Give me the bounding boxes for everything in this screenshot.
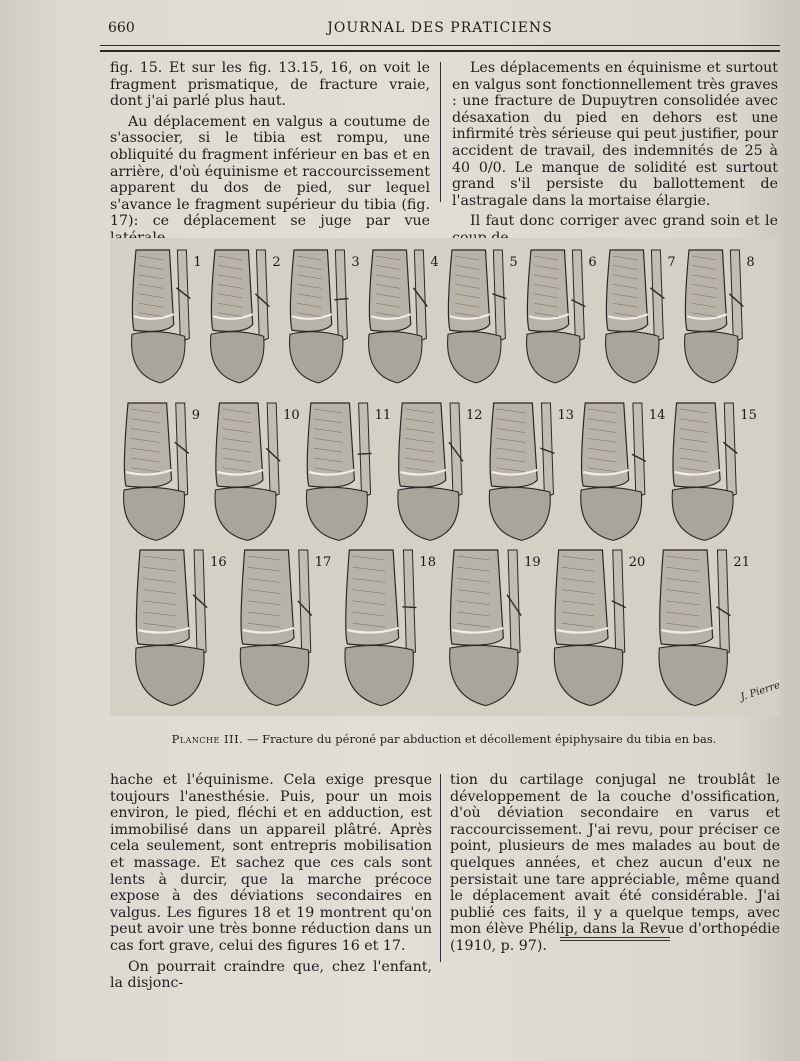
caption-text: — Fracture du péroné par abduction et décollement épiphysaire du tibia en bas. bbox=[246, 732, 717, 746]
end-rule bbox=[560, 937, 670, 938]
column-divider bbox=[440, 62, 441, 202]
column-divider bbox=[440, 774, 441, 962]
talus-shape bbox=[527, 332, 580, 383]
talus-shape bbox=[290, 332, 343, 383]
talus-shape bbox=[369, 332, 422, 383]
xray-figure bbox=[527, 250, 597, 383]
talus-shape bbox=[581, 487, 642, 540]
fibula-shape bbox=[508, 550, 520, 656]
talus-shape bbox=[685, 332, 738, 383]
figure-number: 4 bbox=[430, 255, 439, 270]
xray-figure bbox=[685, 250, 755, 383]
paragraph: tion du cartilage conjugal ne troublât le développement de la couche d'ossification, d'où déviation secondaire en varus et raccourcissement. J'ai revu, pour préciser ce point, plusieurs de mes malades au bout de quelques années, et chez aucun d'eux ne persistait une tare appréciable, même quand le déplacement avait été considérable. J'ai publié ces faits, il y a quelque temps, avec mon élève Phélip, dans la Revue d'orthopédie (1910, p. 97). bbox=[450, 772, 780, 954]
figure-number: 8 bbox=[746, 255, 755, 270]
xray-figure bbox=[306, 403, 391, 540]
fibula-shape bbox=[450, 403, 462, 498]
header-rule-thick bbox=[100, 50, 780, 52]
xray-figure bbox=[450, 550, 541, 706]
xray-figure bbox=[369, 250, 439, 383]
fibula-shape bbox=[359, 403, 371, 498]
fibula-shape bbox=[194, 550, 206, 656]
xray-figures bbox=[110, 238, 780, 716]
xray-figure bbox=[672, 403, 757, 540]
paragraph: On pourrait craindre que, chez l'enfant, la disjonc- bbox=[110, 958, 432, 992]
paragraph: fig. 15. Et sur les fig. 13.15, 16, on voit le fragment prismatique, de fracture vraie, dont j'ai parlé plus haut. bbox=[110, 60, 430, 110]
figure-number: 13 bbox=[557, 408, 574, 423]
figure-number: 18 bbox=[419, 555, 436, 570]
page-header bbox=[100, 14, 780, 44]
column-top-left bbox=[110, 60, 430, 251]
xray-figure bbox=[554, 550, 645, 706]
figure-number: 21 bbox=[733, 555, 750, 570]
talus-shape bbox=[124, 487, 185, 540]
xray-figure bbox=[398, 403, 483, 540]
talus-shape bbox=[345, 645, 413, 705]
fibula-shape bbox=[572, 250, 584, 342]
talus-shape bbox=[659, 645, 727, 705]
column-bottom-left bbox=[110, 772, 432, 996]
figure-number: 1 bbox=[193, 255, 202, 270]
talus-shape bbox=[672, 487, 733, 540]
figure-number: 12 bbox=[466, 408, 483, 423]
figure-number: 7 bbox=[667, 255, 676, 270]
fibula-shape bbox=[335, 250, 347, 342]
artist-signature: J. Pierre bbox=[739, 679, 782, 704]
paragraph: hache et l'équinisme. Cela exige presque toujours l'anesthésie. Puis, pour un mois environ, le pied, fléchi et en adduction, est immobilisé dans un appareil plâtré. Après cela seulement, sont entrepris mobilisation et massage. Et sachez que ces cals sont lents à durcir, que la marche précoce expose à des déviations secondaires en valgus. Les figures 18 et 19 montrent qu'on peut avoir une très bonne réduction dans un cas fort grave, celui des figures 16 et 17. bbox=[110, 772, 432, 954]
talus-shape bbox=[136, 645, 204, 705]
plate-caption bbox=[110, 732, 778, 746]
talus-shape bbox=[489, 487, 550, 540]
xray-figure bbox=[448, 250, 518, 383]
figure-number: 15 bbox=[740, 408, 757, 423]
fibula-shape bbox=[613, 550, 625, 656]
talus-shape bbox=[132, 332, 185, 383]
talus-shape bbox=[306, 487, 367, 540]
figure-number: 17 bbox=[314, 555, 332, 570]
xray-figure bbox=[659, 550, 750, 706]
xray-figure bbox=[489, 403, 574, 540]
figure-number: 10 bbox=[283, 408, 300, 423]
header-rule bbox=[100, 45, 780, 46]
talus-shape bbox=[606, 332, 659, 383]
plate-illustration bbox=[110, 238, 780, 716]
xray-figure bbox=[606, 250, 676, 383]
talus-shape bbox=[450, 645, 518, 705]
fibula-shape bbox=[717, 550, 729, 656]
xray-figure bbox=[124, 403, 200, 540]
figure-number: 9 bbox=[191, 408, 201, 423]
figure-number: 11 bbox=[374, 408, 392, 423]
xray-figure bbox=[132, 250, 202, 383]
figure-number: 20 bbox=[628, 555, 646, 570]
talus-shape bbox=[448, 332, 501, 383]
talus-shape bbox=[240, 645, 308, 705]
figure-number: 19 bbox=[524, 555, 541, 570]
xray-figure bbox=[240, 550, 331, 706]
page-number: 660 bbox=[108, 20, 135, 36]
xray-figure bbox=[136, 550, 227, 706]
column-top-right bbox=[452, 60, 778, 251]
fracture-line bbox=[402, 607, 416, 608]
figure-number: 6 bbox=[588, 255, 597, 270]
xray-figure bbox=[215, 403, 300, 540]
xray-figure bbox=[581, 403, 666, 540]
fracture-line bbox=[358, 453, 372, 454]
paragraph: Il faut donc corriger avec grand soin et le bbox=[470, 213, 778, 230]
journal-title: JOURNAL DES PRATICIENS bbox=[327, 20, 553, 36]
talus-shape bbox=[211, 332, 264, 383]
talus-shape bbox=[554, 645, 622, 705]
xray-figure bbox=[211, 250, 281, 383]
xray-figure bbox=[290, 250, 360, 383]
figure-number: 14 bbox=[648, 408, 666, 423]
caption-label: Planche III. bbox=[171, 732, 244, 746]
figure-number: 3 bbox=[351, 255, 360, 270]
figure-number: 2 bbox=[272, 255, 281, 270]
fibula-shape bbox=[403, 550, 415, 656]
paragraph: Les déplacements en équinisme et surtout en valgus sont fonctionnellement très graves : une fracture de Dupuytren consolidée avec désaxation du pied en dehors est une infirmité très sérieuse qui peut justifier, pour accident de travail, des indemnités de 25 à 40 0/0. Le manque de solidité est surtout grand s'il persiste du ballottement de l'astragale dans la mortaise élargie. bbox=[452, 60, 778, 209]
figure-number: 16 bbox=[210, 555, 227, 570]
column-bottom-right bbox=[450, 772, 780, 959]
talus-shape bbox=[215, 487, 276, 540]
xray-figure bbox=[345, 550, 436, 706]
figure-number: 5 bbox=[509, 255, 518, 270]
talus-shape bbox=[398, 487, 459, 540]
paragraph: Au déplacement en valgus a coutume de s'associer, si le tibia est rompu, une obliquité du fragment inférieur en bas et en arrière, d'où équinisme et raccourcissement apparent du dos de pied, sur lequel s'avance le fragment supérieur du tibia (fig. 17): ce déplacement se juge par vue bbox=[110, 113, 430, 230]
fibula-shape bbox=[633, 403, 645, 498]
end-rule bbox=[560, 940, 670, 941]
